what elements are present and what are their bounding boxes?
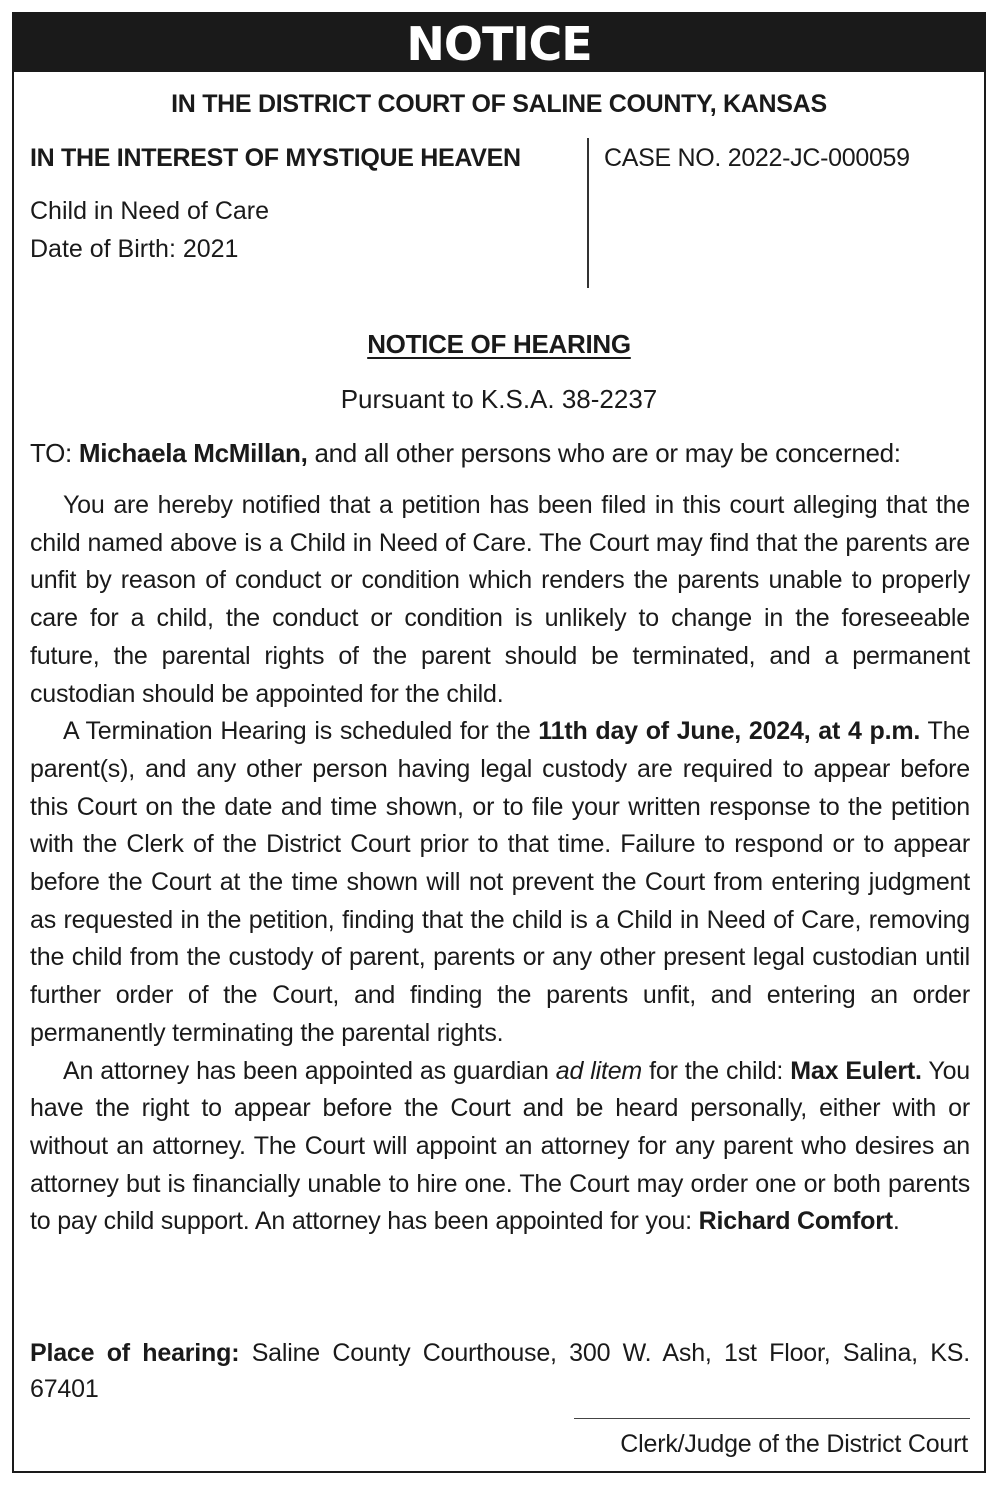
hearing-intro: A Termination Hearing is scheduled for the: [63, 717, 539, 746]
hearing-details: The parent(s), and any other person having legal custody are required to appear before this Court on the date and time shown, or to file your written response to the petition with the Clerk of the District Court prior to that time. Failure to respond or to appear before the Court at the time shown will not prevent the Court from entering judgment as requested in the petition, finding that the child is a Child in Need of Care, removing the child from the custody of parent, parents or any other present legal custodian until further order of the Court, and finding the parents unfit, and entering an order permanently terminating the parental rights.: [30, 717, 970, 1047]
addressee-rest: and all other persons who are or may be concerned:: [307, 438, 901, 468]
addressee-name: Michaela McMillan,: [78, 438, 308, 468]
date-of-birth: Date of Birth: 2021: [30, 235, 239, 263]
paragraph-hearing: [30, 713, 970, 1052]
attorney-for-child: for the child:: [642, 1056, 791, 1085]
signature-line: [574, 1418, 970, 1419]
place-value: Saline County Courthouse, 300 W. Ash, 1st Floor, Salina, KS. 67401: [30, 1339, 970, 1403]
hearing-date: 11th day of June, 2024, at 4 p.m.: [538, 717, 921, 746]
attorney-intro: An attorney has been appointed as guardian: [63, 1056, 556, 1085]
caption-divider: [587, 138, 589, 288]
notice-body: [30, 487, 970, 1241]
addressee-prefix: TO:: [30, 438, 79, 468]
appointed-attorney-name: Richard Comfort: [698, 1207, 893, 1236]
guardian-name: Max Eulert.: [790, 1056, 922, 1085]
signature-title: Clerk/Judge of the District Court: [620, 1430, 968, 1458]
attorney-rights: You have the right to appear before the Court and be heard personally, either with or without an attorney. The Court will appoint an attorney for any parent who desires an attorney but is financially unable to hire one. The Court may order one or both parents to pay child support. An attorney has been appointed for you:: [30, 1056, 970, 1236]
place-of-hearing: [30, 1335, 970, 1407]
case-interest: IN THE INTEREST OF MYSTIQUE HEAVEN: [30, 144, 521, 172]
case-number: CASE NO. 2022-JC-000059: [604, 144, 910, 172]
notice-heading: NOTICE OF HEARING: [367, 329, 631, 359]
case-status: Child in Need of Care: [30, 197, 270, 225]
notice-banner: NOTICE: [14, 14, 984, 72]
paragraph-petition: You are hereby notified that a petition has been filed in this court alleging that the child named above is a Child in Need of Care. The Court may find that the parents are unfit by reason of conduct or condition which renders the parents unable to properly care for a child, the conduct or condition is unlikely to change in the foreseeable future, the parental rights of the parent should be terminated, and a permanent custodian should be appointed for the child.: [30, 491, 970, 708]
paragraph-attorney: [30, 1053, 970, 1242]
attorney-end: .: [892, 1207, 900, 1236]
ad-litem-term: ad litem: [555, 1056, 643, 1085]
place-label: Place of hearing:: [30, 1339, 240, 1367]
addressee-line: [30, 437, 901, 469]
case-caption: [30, 142, 590, 268]
statute-reference: Pursuant to K.S.A. 38-2237: [340, 384, 658, 414]
notice-frame: [12, 12, 986, 1473]
court-title: IN THE DISTRICT COURT OF SALINE COUNTY, KANSAS: [171, 90, 827, 118]
